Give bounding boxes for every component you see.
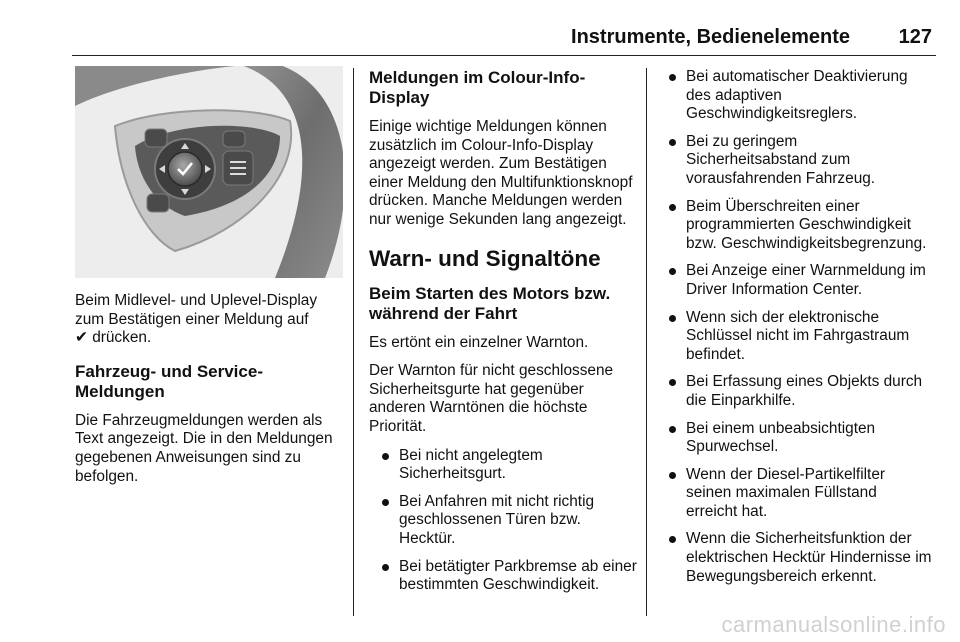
list-item: Wenn sich der elektronische Schlüssel nicht im Fahrgastraum befindet.	[664, 309, 932, 365]
steering-wheel-controls-illustration	[75, 66, 343, 278]
steering-wheel-figure	[75, 66, 343, 278]
list-item: Bei Anfahren mit nicht richtig geschlossenen Türen bzw. Hecktür.	[377, 493, 637, 549]
column-divider	[646, 68, 647, 616]
right-bullet-list	[664, 68, 932, 586]
section-title: Instrumente, Bedienelemente	[571, 26, 850, 48]
list-item: Bei nicht angelegtem Sicherheitsgurt.	[377, 447, 637, 484]
colour-info-text: Einige wichtige Meldungen können zusätzlich im Colour-Info-Display angezeigt werden. Zum Bestätigen einer Meldung den Multifunktionsknopf drücken. Manche Meldungen werden nur wenige Sekunden lang angezeigt.	[369, 118, 633, 228]
left-column	[75, 292, 343, 496]
belt-tone-text: Der Warnton für nicht geschlossene Sicherheitsgurte hat gegenüber anderen Warntönen die höchste Priorität.	[369, 362, 614, 435]
list-item: Bei betätigter Parkbremse ab einer bestimmten Geschwindigkeit.	[377, 558, 637, 595]
header-rule	[72, 55, 936, 56]
middle-bullet-list	[377, 447, 637, 595]
caption-end: drücken.	[92, 329, 152, 347]
heading-warn-signals: Warn- und Signaltöne	[369, 245, 601, 271]
single-tone-text: Es ertönt ein einzelner Warnton.	[369, 333, 589, 351]
checkmark-icon: ✔	[75, 329, 88, 347]
right-column	[664, 68, 932, 595]
heading-engine-start: Beim Starten des Motors bzw. während der Fahrt	[369, 283, 611, 323]
list-item: Bei Anzeige einer Warnmeldung im Driver Information Center.	[664, 262, 932, 299]
list-item: Bei automatischer Deaktivierung des adaptiven Geschwindigkeitsreglers.	[664, 68, 932, 124]
column-divider	[353, 68, 354, 616]
page-header	[560, 26, 932, 56]
heading-service-messages: Fahrzeug- und Service-Meldungen	[75, 361, 263, 401]
list-item: Bei Erfassung eines Objekts durch die Einparkhilfe.	[664, 373, 932, 410]
service-text: Die Fahrzeugmeldungen werden als Text angezeigt. Die in den Meldungen gegebenen Anweisungen sind zu befolgen.	[75, 411, 333, 485]
heading-colour-info: Meldungen im Colour-Info-Display	[369, 68, 586, 107]
list-item: Wenn der Diesel-Partikelfilter seinen maximalen Füllstand erreicht hat.	[664, 466, 932, 522]
page-number: 127	[898, 26, 932, 48]
watermark: carmanualsonline.info	[721, 612, 946, 637]
list-item: Bei zu geringem Sicherheitsabstand zum vorausfahrenden Fahrzeug.	[664, 133, 932, 189]
caption-text: Beim Midlevel- und Uplevel-Display zum Bestätigen einer Meldung auf	[75, 292, 318, 328]
middle-column	[369, 68, 637, 604]
list-item: Beim Überschreiten einer programmierten Geschwindigkeit bzw. Geschwindigkeitsbegrenzung.	[664, 198, 932, 254]
figure-caption	[75, 292, 343, 348]
list-item: Wenn die Sicherheitsfunktion der elektrischen Hecktür Hindernisse im Bewegungsbereich erkennt.	[664, 530, 932, 586]
list-item: Bei einem unbeabsichtigten Spurwechsel.	[664, 420, 932, 457]
